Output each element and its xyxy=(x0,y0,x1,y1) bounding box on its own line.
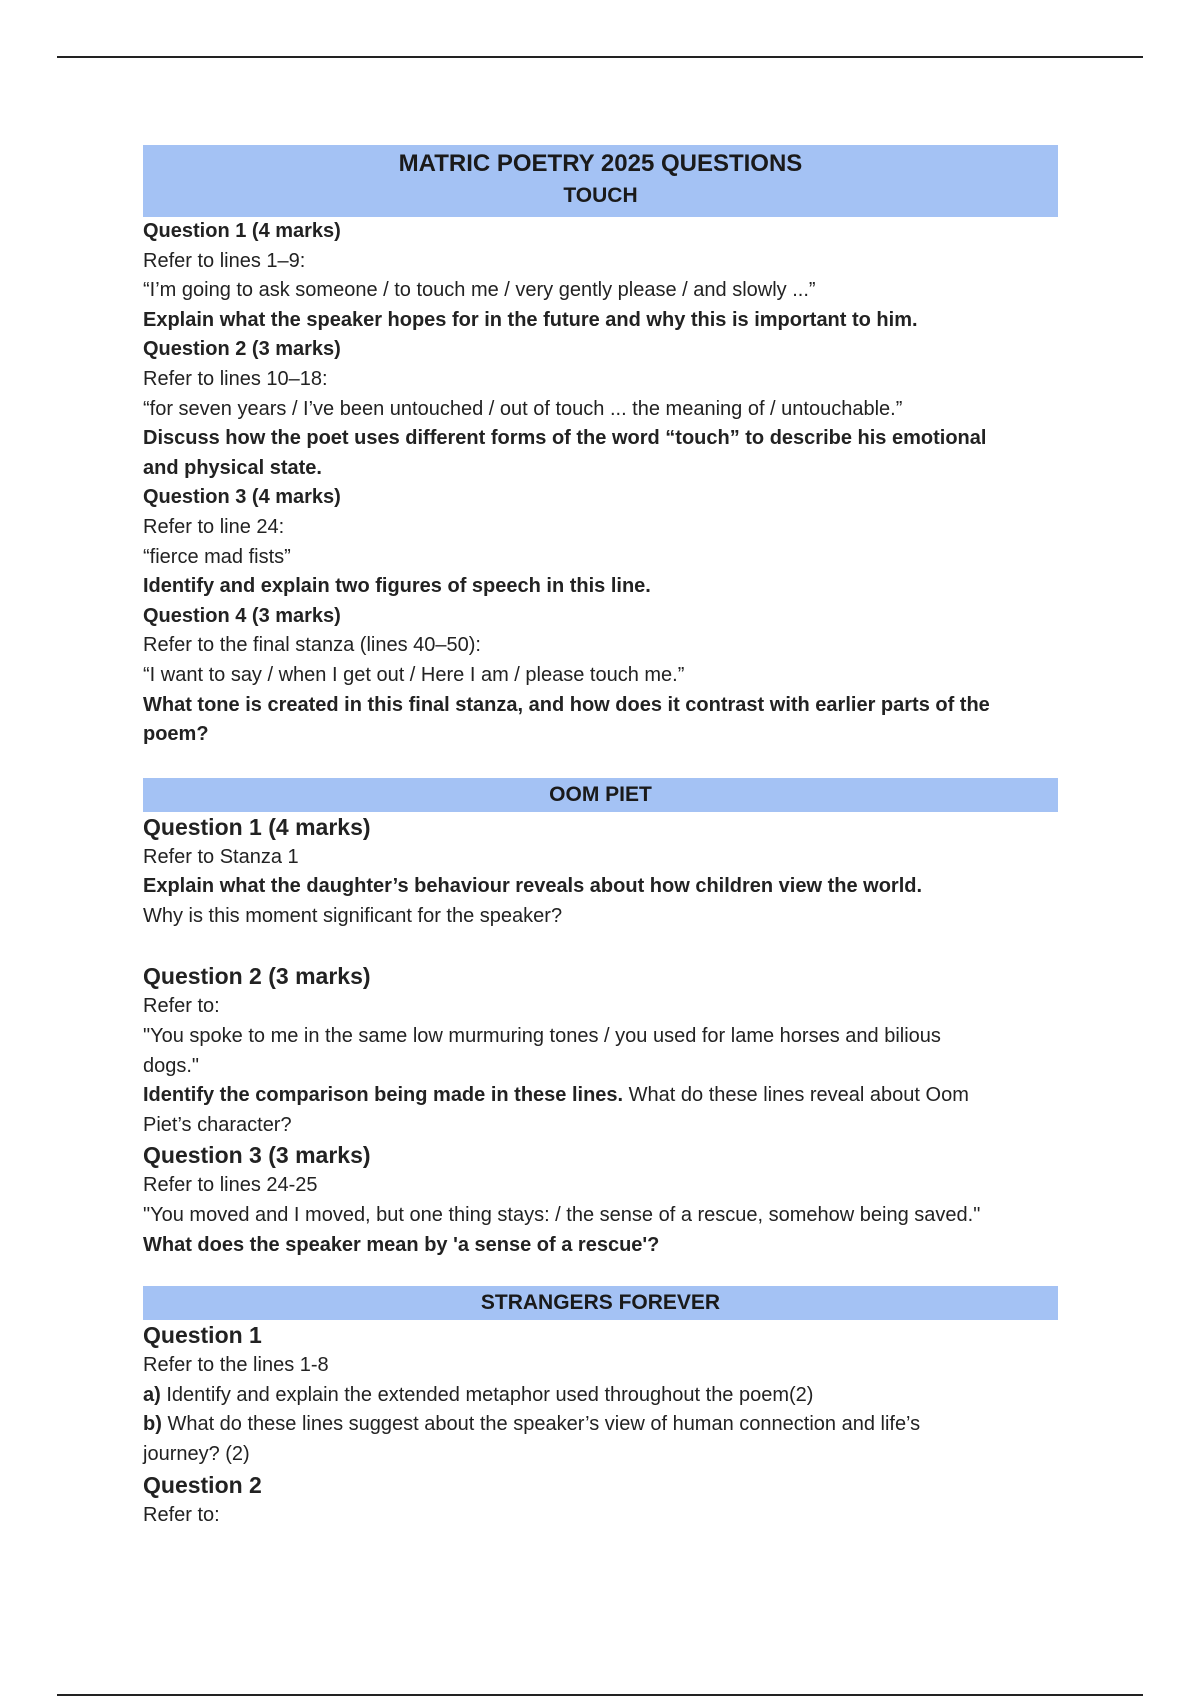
section-spacer xyxy=(143,750,1058,778)
question-quote: "You moved and I moved, but one thing stays: / the sense of a rescue, somehow being saved." xyxy=(143,1204,981,1227)
question-heading: Question 3 (4 marks) xyxy=(143,486,341,509)
question-task: Explain what the daughter’s behaviour reveals about how children view the world. xyxy=(143,875,923,898)
section-title-oom-piet: OOM PIET xyxy=(549,782,652,806)
question-heading: Question 1 (4 marks) xyxy=(143,220,341,242)
question-heading: Question 1 (4 marks) xyxy=(143,813,371,840)
question-quote: “fierce mad fists” xyxy=(143,545,291,568)
question-task-bold: Identify the comparison being made in these lines. xyxy=(143,1084,624,1107)
question-task-continued: poem? xyxy=(143,723,209,746)
question-task: Discuss how the poet uses different forms of the word “touch” to describe his emotional xyxy=(143,427,987,450)
question-spacer xyxy=(143,931,1058,961)
document-title-banner xyxy=(143,145,1058,217)
question-quote-continued: dogs." xyxy=(143,1054,200,1077)
question-task: What does the speaker mean by 'a sense of a rescue'? xyxy=(143,1233,660,1256)
question-task-rest: What do these lines reveal about Oom xyxy=(623,1084,969,1107)
question-reference: Refer to: xyxy=(143,1503,220,1526)
question-task: What tone is created in this final stanza, and how does it contrast with earlier parts of the xyxy=(143,693,990,716)
question-quote: “I want to say / when I get out / Here I am / please touch me.” xyxy=(143,663,685,686)
question-heading: Question 1 xyxy=(143,1322,262,1349)
question-task-continued: and physical state. xyxy=(143,456,322,479)
question-heading: Question 4 (3 marks) xyxy=(143,604,341,627)
question-quote: “for seven years / I’ve been untouched / out of touch ... the meaning of / untouchable.” xyxy=(143,397,903,420)
question-reference: Refer to the final stanza (lines 40–50): xyxy=(143,634,481,657)
question-reference: Refer to lines 1–9: xyxy=(143,249,306,272)
question-part-b xyxy=(143,1410,1058,1440)
part-text: Identify and explain the extended metaphor used throughout the poem(2) xyxy=(160,1383,814,1406)
question-heading: Question 2 (3 marks) xyxy=(143,963,371,990)
question-heading: Question 2 xyxy=(143,1471,262,1498)
section-title-touch: TOUCH xyxy=(563,184,638,207)
question-task: Explain what the speaker hopes for in the future and why this is important to him. xyxy=(143,308,918,331)
question-heading: Question 2 (3 marks) xyxy=(143,338,341,361)
section-spacer xyxy=(143,1260,1058,1286)
question-quote: "You spoke to me in the same low murmuring tones / you used for lame horses and bilious xyxy=(143,1025,941,1048)
question-reference: Refer to: xyxy=(143,995,220,1018)
question-reference: Refer to Stanza 1 xyxy=(143,845,299,868)
part-label: b) xyxy=(143,1413,162,1436)
question-reference: Refer to lines 10–18: xyxy=(143,367,328,390)
document-title: MATRIC POETRY 2025 QUESTIONS xyxy=(398,150,803,177)
question-task-continued: Piet’s character? xyxy=(143,1113,292,1136)
part-text: What do these lines suggest about the speaker’s view of human connection and life’s xyxy=(161,1413,921,1436)
part-label: a) xyxy=(143,1383,161,1406)
question-follow-up: Why is this moment significant for the speaker? xyxy=(143,904,563,927)
question-reference: Refer to lines 24-25 xyxy=(143,1174,318,1197)
question-task: Identify and explain two figures of speech in this line. xyxy=(143,575,651,598)
document-body xyxy=(143,145,1058,1530)
section-title-strangers-forever: STRANGERS FOREVER xyxy=(480,1291,721,1315)
top-rule xyxy=(57,56,1143,58)
bottom-rule xyxy=(57,1694,1143,1696)
section-oom-piet xyxy=(143,812,1058,1261)
question-task xyxy=(143,1081,1058,1111)
question-reference: Refer to the lines 1-8 xyxy=(143,1354,329,1377)
question-quote: “I’m going to ask someone / to touch me / very gently please / and slowly ...” xyxy=(143,279,816,302)
section-strangers-forever xyxy=(143,1320,1058,1530)
question-part-b-continued: journey? (2) xyxy=(143,1443,250,1465)
question-reference: Refer to line 24: xyxy=(143,515,285,538)
question-heading: Question 3 (3 marks) xyxy=(143,1142,371,1169)
section-banner-oom-piet xyxy=(143,778,1058,812)
section-banner-strangers-forever xyxy=(143,1286,1058,1320)
question-part-a xyxy=(143,1381,1058,1411)
section-touch xyxy=(143,217,1058,750)
